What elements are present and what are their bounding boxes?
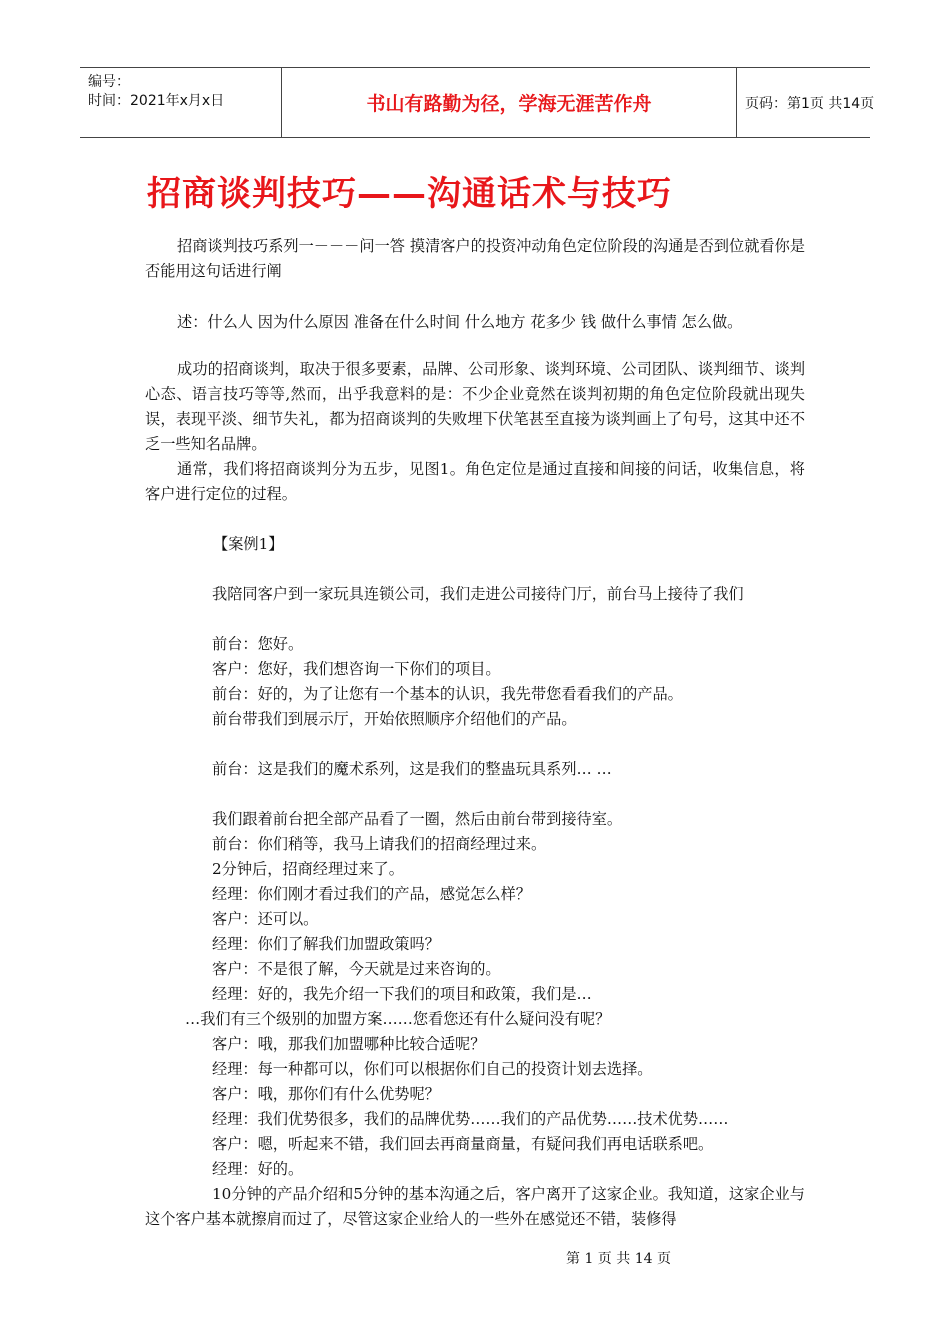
intro-paragraph-3: 成功的招商谈判，取决于很多要素，品牌、公司形象、谈判环境、公司团队、谈判细节、谈判心态、语言技巧等等,然而，出乎我意料的是：不少企业竟然在谈判初期的角色定位阶段就出现失误，表现平淡、细节失礼，都为招商谈判的失败埋下伏笔甚至直接为谈判画上了句号，这其中还不乏一些知名品牌。	[145, 360, 805, 453]
number-label: 编号：	[88, 74, 130, 90]
case-line: 客户：哦，那你们有什么优势呢？	[212, 1085, 440, 1103]
header-meta	[80, 68, 282, 137]
case-line: 经理：每一种都可以，你们可以根据你们自己的投资计划去选择。	[212, 1060, 653, 1078]
case-line: 经理：我们优势很多，我们的品牌优势……我们的产品优势……技术优势……	[212, 1110, 729, 1128]
intro-paragraph-4: 通常，我们将招商谈判分为五步，见图1。角色定位是通过直接和间接的问话，收集信息，将客户进行定位的过程。	[145, 460, 805, 503]
case-line: 前台带我们到展示厅，开始依照顺序介绍他们的产品。	[212, 710, 577, 728]
case-line: 客户：您好，我们想咨询一下你们的项目。	[212, 660, 501, 678]
case-line: …我们有三个级别的加盟方案……您看您还有什么疑问没有呢？	[185, 1010, 611, 1028]
case-line: 客户：哦，那我们加盟哪种比较合适呢？	[212, 1035, 486, 1053]
intro-paragraph-1: 招商谈判技巧系列一－－－问一答 摸清客户的投资冲动角色定位阶段的沟通是否到位就看你是否能用这句话进行阐	[145, 237, 805, 280]
case-line: 前台：好的，为了让您有一个基本的认识，我先带您看看我们的产品。	[212, 685, 683, 703]
case-line: 2分钟后，招商经理过来了。	[212, 860, 404, 878]
date-label: 时间：2021年x月x日	[88, 93, 225, 109]
case-line: 客户：还可以。	[212, 910, 319, 928]
header-page-info: 页码：第1页 共14页	[745, 95, 875, 112]
intro-paragraph-2: 述：什么人 因为什么原因 准备在什么时间 什么地方 花多少 钱 做什么事情 怎么做。	[177, 313, 743, 331]
case-line: 经理：你们刚才看过我们的产品，感觉怎么样？	[212, 885, 531, 903]
page-header	[80, 67, 875, 138]
case-line: 我们跟着前台把全部产品看了一圈，然后由前台带到接待室。	[212, 810, 623, 828]
case-line: 客户：嗯，听起来不错，我们回去再商量商量，有疑问我们再电话联系吧。	[212, 1135, 714, 1153]
case-line: 经理：好的。	[212, 1160, 304, 1178]
case-line: 经理：好的，我先介绍一下我们的项目和政策，我们是…	[212, 985, 592, 1003]
case-line: 前台：你们稍等，我马上请我们的招商经理过来。	[212, 835, 547, 853]
case-line: 客户：不是很了解，今天就是过来咨询的。	[212, 960, 501, 978]
case-line: 前台：您好。	[212, 635, 304, 653]
document-title: 招商谈判技巧——沟通话术与技巧	[147, 174, 672, 214]
header-motto: 书山有路勤为径，学海无涯苦作舟	[282, 68, 737, 137]
case-line: 我陪同客户到一家玩具连锁公司，我们走进公司接待门厅，前台马上接待了我们	[212, 585, 744, 603]
case-line: 前台：这是我们的魔术系列，这是我们的整蛊玩具系列… …	[212, 760, 612, 778]
case-closing-paragraph: 10分钟的产品介绍和5分钟的基本沟通之后，客户离开了这家企业。我知道，这家企业与这个客户基本就擦肩而过了，尽管这家企业给人的一些外在感觉还不错，装修得	[145, 1185, 805, 1228]
page-footer: 第 1 页 共 14 页	[566, 1251, 671, 1267]
case-line: 经理：你们了解我们加盟政策吗？	[212, 935, 440, 953]
case-heading: 【案例1】	[213, 535, 284, 553]
